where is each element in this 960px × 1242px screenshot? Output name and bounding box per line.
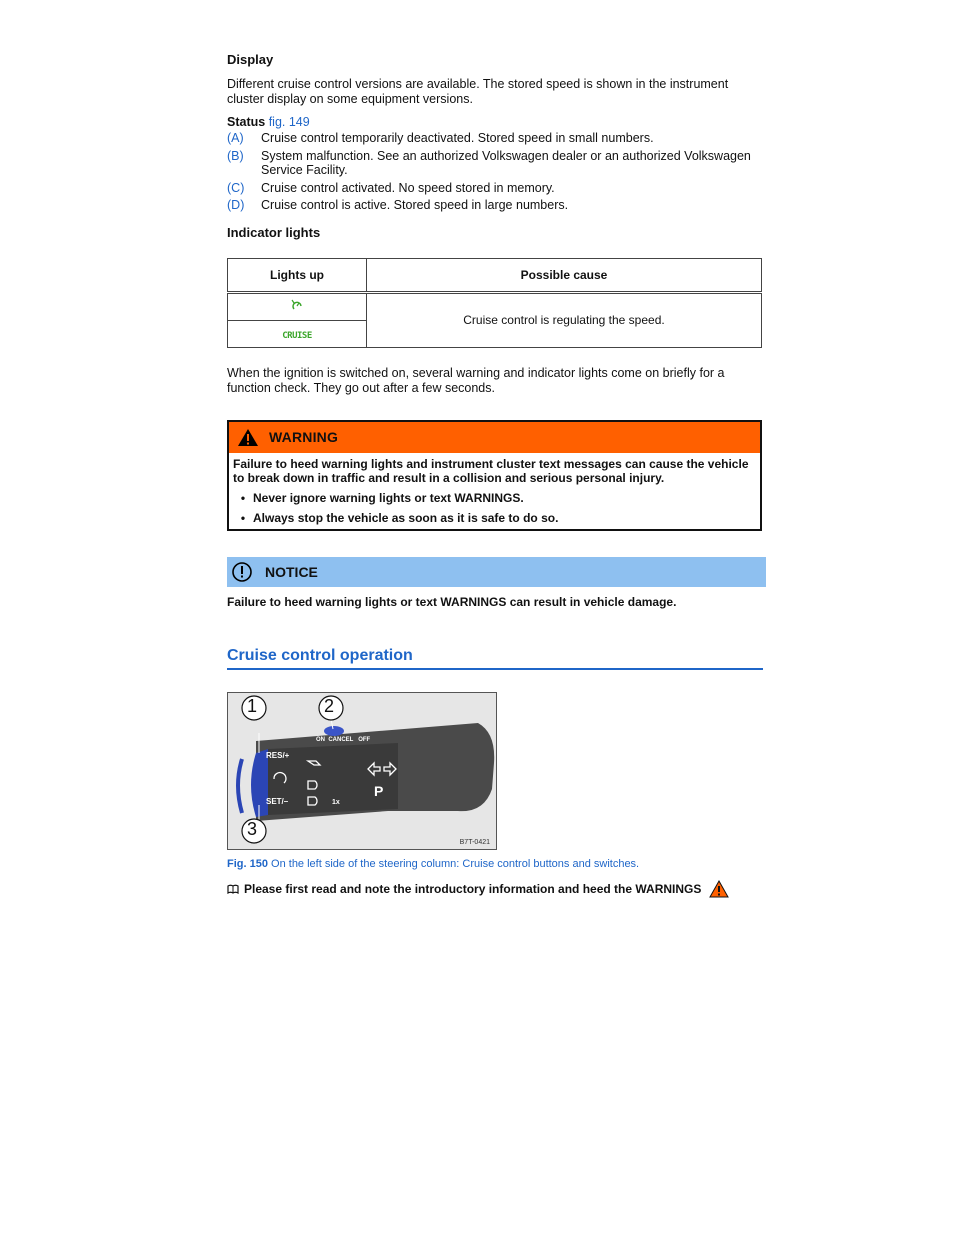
warning-bullet-text: Always stop the vehicle as soon as it is safe to do so.: [253, 510, 559, 525]
status-text: Cruise control is active. Stored speed in large numbers.: [261, 198, 569, 212]
status-item-d: [227, 198, 763, 213]
cruise-operation-heading: Cruise control operation: [227, 647, 763, 670]
cruise-control-indicator-icon: [290, 299, 304, 311]
warning-title: WARNING: [269, 429, 339, 445]
status-list: [227, 131, 763, 213]
caption-text: On the left side of the steering column: Cruise control buttons and switches.: [271, 857, 640, 870]
status-line: [227, 115, 763, 129]
steering-column-lever-illustration: [228, 693, 496, 849]
indicator-table: [227, 258, 762, 348]
warning-text: Failure to heed warning lights and instrument cluster text messages can cause the vehicle to break down in traffic and result in a collision and serious personal injury.: [233, 456, 749, 485]
book-icon: [227, 884, 239, 894]
status-text: Cruise control activated. No speed stored in memory.: [261, 180, 555, 195]
warning-box: [227, 420, 762, 531]
intro-text: Please first read and note the introductory information and heed the WARNINGS: [244, 881, 702, 896]
notice-title: NOTICE: [265, 563, 318, 580]
once-label: 1x: [332, 798, 340, 806]
cause-cell: Cruise control is regulating the speed.: [367, 292, 762, 347]
set-minus-label: SET/–: [266, 796, 289, 806]
col-possible-cause: Possible cause: [367, 258, 762, 292]
figure-code: B7T-0421: [459, 838, 490, 846]
p-parking-light-label: P: [374, 782, 384, 799]
res-plus-label: RES/+: [266, 750, 290, 760]
figure-150: [227, 692, 497, 850]
callout-1: 1: [247, 695, 258, 716]
notice-header: [227, 557, 766, 587]
status-key: (C): [227, 180, 245, 195]
manual-page: [227, 52, 763, 898]
function-check-text: When the ignition is switched on, several warning and indicator lights come on briefly for a function check. They go out after a few seconds.: [227, 365, 725, 395]
display-heading: Display: [227, 52, 274, 67]
warning-triangle-icon: [237, 428, 259, 447]
status-text: Cruise control temporarily deactivated. Stored speed in small numbers.: [261, 131, 654, 145]
callout-3: 3: [247, 818, 258, 839]
col-lights-up: Lights up: [228, 258, 367, 292]
display-text: Different cruise control versions are available. The stored speed is shown in the instrument cluster display on some equipment versions.: [227, 77, 729, 106]
warning-triangle-icon[interactable]: [709, 880, 729, 898]
fig-149-link[interactable]: fig. 149: [268, 115, 310, 129]
warning-bullet: • Never ignore warning lights or text WARNINGS.: [240, 490, 524, 505]
cruise-text-indicator: CRUISE: [282, 330, 312, 341]
on-cancel-off-label: ON CANCEL OFF: [316, 736, 371, 743]
status-key: (B): [227, 148, 244, 163]
cruise-text-indicator-cell: [228, 320, 367, 347]
status-key: (A): [227, 131, 244, 145]
caption-number: Fig. 150: [227, 857, 268, 870]
status-item-b: [227, 149, 763, 178]
status-label: Status: [227, 115, 266, 129]
status-key: (D): [227, 198, 245, 212]
warning-bullet: • Always stop the vehicle as soon as it is safe to do so.: [240, 510, 559, 525]
status-text: System malfunction. See an authorized Volkswagen dealer or an authorized Volkswagen Service Facility.: [261, 148, 751, 177]
warning-bullet-text: Never ignore warning lights or text WARNINGS.: [253, 490, 524, 505]
notice-text: Failure to heed warning lights or text WARNINGS can result in vehicle damage.: [227, 594, 677, 609]
status-item-c: [227, 181, 763, 196]
cruise-indicator-icon-cell: [228, 292, 367, 320]
figure-caption: [227, 858, 763, 870]
notice-exclamation-icon: [231, 561, 253, 583]
callout-2: 2: [324, 695, 335, 716]
intro-note: [227, 880, 763, 898]
status-item-a: [227, 131, 763, 146]
warning-body: [229, 453, 760, 529]
indicator-heading: Indicator lights: [227, 224, 321, 240]
warning-header: [229, 422, 760, 453]
